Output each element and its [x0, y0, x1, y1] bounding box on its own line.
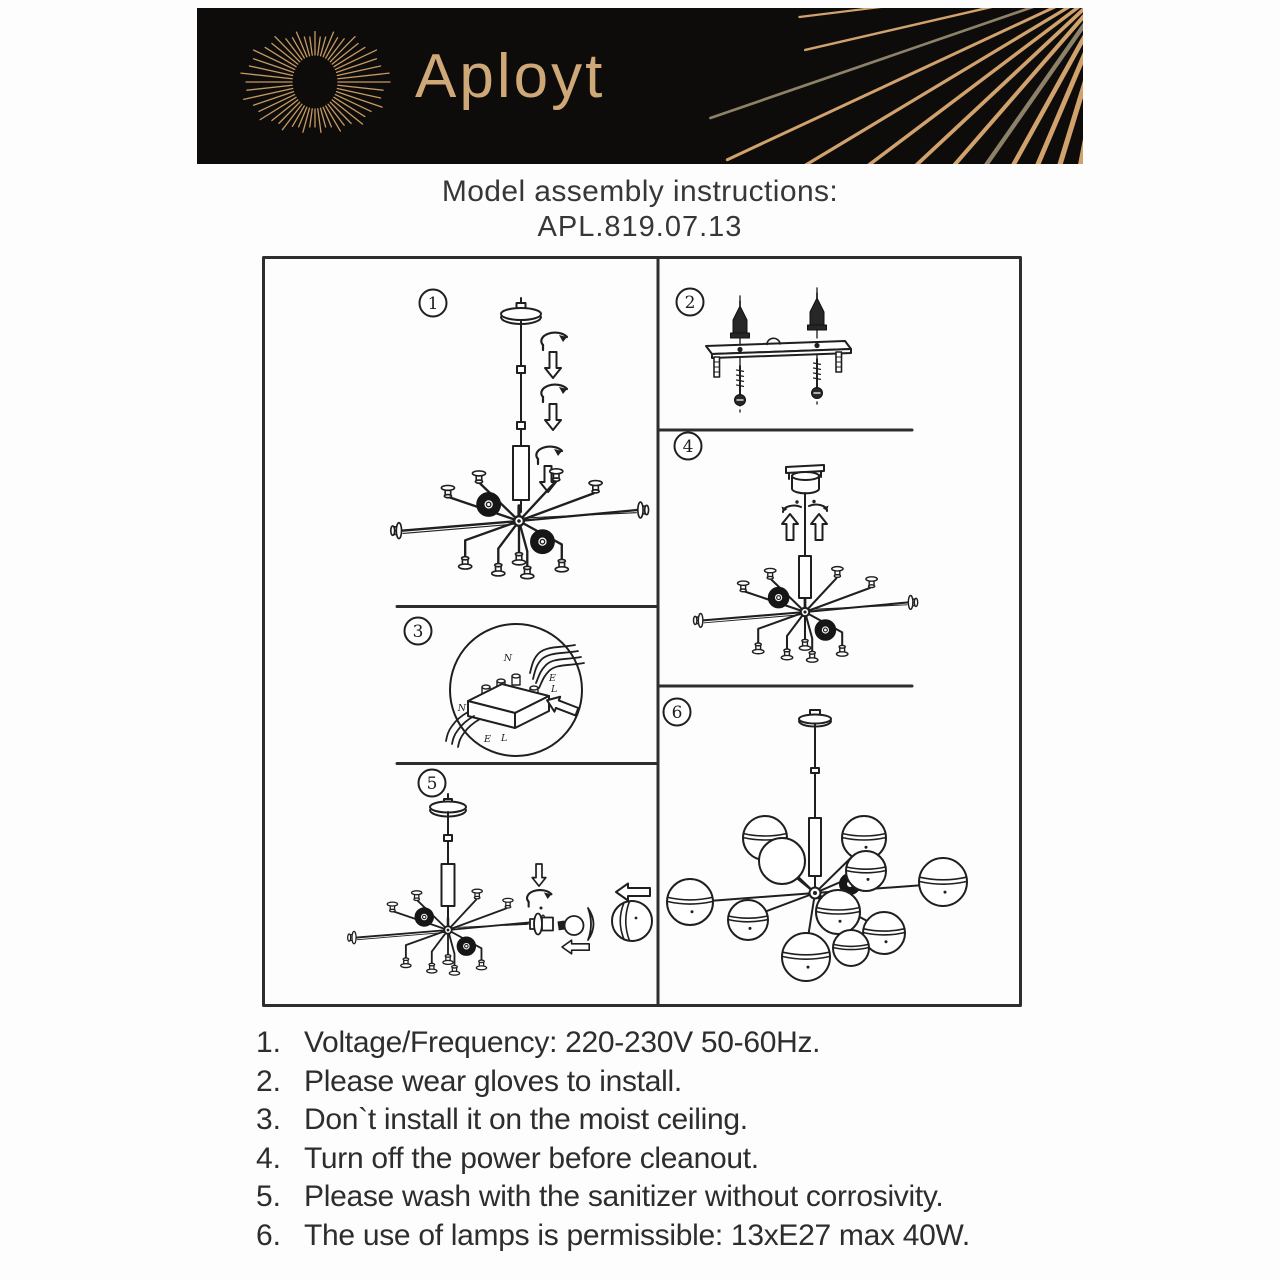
glass-globe-icon — [846, 851, 886, 891]
wire-label-n: N — [503, 653, 512, 664]
corner-rays-decoration-icon — [197, 8, 1083, 164]
glass-globe-icon — [919, 858, 967, 906]
step-6-badge — [664, 699, 691, 726]
screw-icon — [735, 366, 746, 406]
page-title: Model assembly instructions: — [441, 175, 839, 208]
panel-4-step-diagram — [675, 433, 918, 663]
instruction-number: 2. — [256, 1064, 282, 1098]
down-arrow-icon — [532, 864, 546, 886]
instruction-item — [256, 1024, 1056, 1063]
rotate-arrow-icon — [527, 890, 551, 907]
panel-2-step-diagram — [677, 288, 852, 414]
step-3-badge — [405, 618, 432, 645]
instruction-number: 4. — [256, 1141, 282, 1175]
instruction-item — [256, 1101, 1056, 1140]
instruction-number: 1. — [256, 1026, 282, 1059]
step-2-badge — [677, 289, 704, 316]
wire-label-l: L — [551, 684, 558, 695]
instruction-item — [256, 1217, 1056, 1256]
suspension-rod-icon — [799, 493, 811, 607]
glass-globe-icon — [728, 900, 768, 940]
instructions-list — [256, 1024, 1056, 1256]
instruction-item — [256, 1063, 1056, 1102]
step-1-badge — [420, 290, 447, 317]
screw-icon — [812, 359, 823, 399]
up-arrow-icon — [811, 514, 827, 540]
glass-globe-icon — [782, 933, 830, 981]
instruction-text: Don`t install it on the moist ceiling. — [304, 1103, 748, 1137]
instruction-item — [256, 1178, 1056, 1217]
instruction-item — [256, 1140, 1056, 1179]
step-number: 1 — [427, 294, 439, 314]
up-arrow-icon — [782, 514, 798, 540]
left-arrow-icon — [616, 884, 650, 901]
step-number: 5 — [426, 774, 438, 794]
instruction-text: Voltage/Frequency: 220-230V 50-60Hz. — [304, 1026, 821, 1059]
rotate-arrow-icon — [541, 385, 567, 402]
instruction-number: 6. — [256, 1218, 282, 1252]
step-number: 3 — [412, 622, 424, 642]
suspension-rod-icon — [442, 812, 455, 921]
instruction-number: 3. — [256, 1103, 282, 1137]
glass-globe-icon — [833, 930, 869, 966]
step-4-badge — [675, 433, 702, 460]
bulb-icon — [557, 916, 583, 935]
wire-label-e: E — [484, 734, 491, 745]
model-number: APL.819.07.13 — [537, 211, 743, 243]
instruction-text: Turn off the power before cleanout. — [304, 1141, 759, 1175]
wire-label-n: N — [457, 703, 466, 714]
step-number: 2 — [684, 293, 696, 313]
wall-anchor-icon — [731, 301, 750, 338]
mounting-bracket-icon — [706, 338, 851, 377]
instruction-text: Please wash with the sanitizer without corrosivity. — [304, 1180, 944, 1214]
step-number: 6 — [671, 703, 683, 723]
glass-globe-icon — [667, 879, 713, 925]
down-arrow-icon — [545, 404, 561, 430]
panel-3-step-diagram — [405, 618, 585, 757]
suspension-rod-icon — [809, 724, 821, 890]
ceiling-plate-icon — [786, 465, 824, 493]
down-arrow-icon — [545, 352, 561, 378]
panel-1-step-diagram — [391, 290, 649, 579]
wire-label-l: L — [501, 733, 508, 744]
glass-globe-icon — [759, 838, 805, 884]
brand-wordmark: Aployt — [415, 42, 606, 111]
retainer-ring-icon — [588, 908, 594, 940]
glass-globe-icon — [612, 901, 652, 941]
step-number: 4 — [682, 437, 694, 457]
rotate-arrow-icon — [536, 447, 562, 464]
panel-5-step-diagram — [348, 770, 652, 976]
instruction-text: The use of lamps is permissible: 13xE27 max 40W. — [304, 1218, 970, 1252]
assembly-diagram — [262, 256, 1022, 1008]
brand-banner — [197, 8, 1083, 164]
left-arrow-icon — [562, 940, 589, 954]
step-5-badge — [419, 770, 446, 797]
instruction-number: 5. — [256, 1180, 282, 1214]
wall-anchor-icon — [808, 293, 827, 330]
panel-6-step-diagram — [664, 699, 968, 982]
glass-globe-icon — [816, 890, 860, 934]
instruction-text: Please wear gloves to install. — [304, 1064, 682, 1098]
wire-label-e: E — [549, 673, 556, 684]
suspension-rod-icon — [513, 320, 529, 512]
rotate-arrow-icon — [541, 333, 567, 350]
